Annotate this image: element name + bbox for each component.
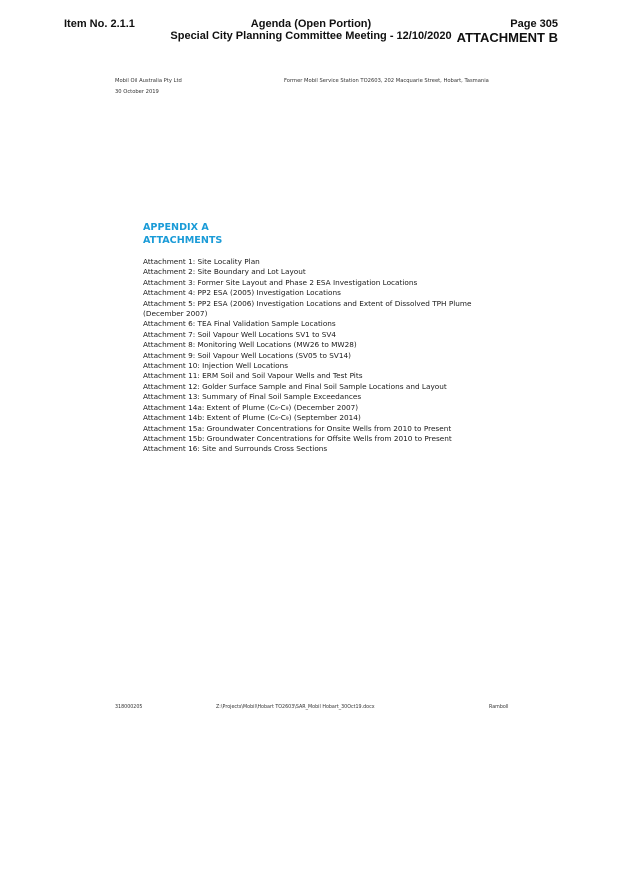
attachment-item: Attachment 14a: Extent of Plume (C₆-C₉) (December 2007) xyxy=(143,402,359,412)
meeting-title: Special City Planning Committee Meeting - 12/10/2020 xyxy=(170,30,452,42)
attachment-item: Attachment 15a: Groundwater Concentrations for Onsite Wells from 2010 to Present xyxy=(143,423,452,433)
footer-brand: Ramboll xyxy=(489,705,509,710)
attachment-item: Attachment 14b: Extent of Plume (C₆-C₉) (September 2014) xyxy=(143,413,361,423)
page-number: Page 305 xyxy=(510,18,558,30)
attachment-item: Attachment 2: Site Boundary and Lot Layout xyxy=(143,267,306,277)
attachment-item: Attachment 12: Golder Surface Sample and Final Soil Sample Locations and Layout xyxy=(143,381,447,391)
appendix-heading-line1: APPENDIX A xyxy=(143,222,209,233)
attachment-item: Attachment 8: Monitoring Well Locations (MW26 to MW28) xyxy=(143,340,357,350)
attachment-item: Attachment 3: Former Site Layout and Phase 2 ESA Investigation Locations xyxy=(143,277,418,287)
attachment-item: Attachment 10: Injection Well Locations xyxy=(143,361,289,371)
attachment-label: ATTACHMENT B xyxy=(456,30,558,45)
document-company: Mobil Oil Australia Pty Ltd xyxy=(115,78,182,84)
document-date: 30 October 2019 xyxy=(115,89,159,95)
attachment-item: Attachment 7: Soil Vapour Well Locations SV1 to SV4 xyxy=(143,329,337,339)
attachment-list xyxy=(143,257,472,455)
attachment-item: Attachment 16: Site and Surrounds Cross Sections xyxy=(143,444,328,454)
footer-file-path: Z:\Projects\Mobil\Hobart TO2603\SAR_Mobil Hobart_30Oct19.docx xyxy=(216,705,375,710)
item-number: Item No. 2.1.1 xyxy=(64,18,135,30)
agenda-title: Agenda (Open Portion) xyxy=(250,18,372,30)
attachment-item: Attachment 1: Site Locality Plan xyxy=(143,257,260,266)
footer-doc-number: 318000205 xyxy=(115,705,143,710)
appendix-heading xyxy=(143,222,222,247)
attachment-item: Attachment 9: Soil Vapour Well Locations (SV05 to SV14) xyxy=(143,350,352,360)
appendix-heading-line2: ATTACHMENTS xyxy=(143,234,223,246)
attachment-item: Attachment 6: TEA Final Validation Sample Locations xyxy=(143,319,336,329)
attachment-item: Attachment 11: ERM Soil and Soil Vapour Wells and Test Pits xyxy=(143,371,363,381)
document-site: Former Mobil Service Station TO2603, 202 Macquarie Street, Hobart, Tasmania xyxy=(284,78,489,84)
attachment-item: (December 2007) xyxy=(143,309,208,319)
attachment-item: Attachment 15b: Groundwater Concentrations for Offsite Wells from 2010 to Present xyxy=(143,433,452,443)
attachment-item: Attachment 13: Summary of Final Soil Sample Exceedances xyxy=(143,392,362,402)
attachment-item: Attachment 4: PP2 ESA (2005) Investigation Locations xyxy=(143,288,341,298)
attachment-item: Attachment 5: PP2 ESA (2006) Investigation Locations and Extent of Dissolved TPH Plume xyxy=(143,298,472,308)
